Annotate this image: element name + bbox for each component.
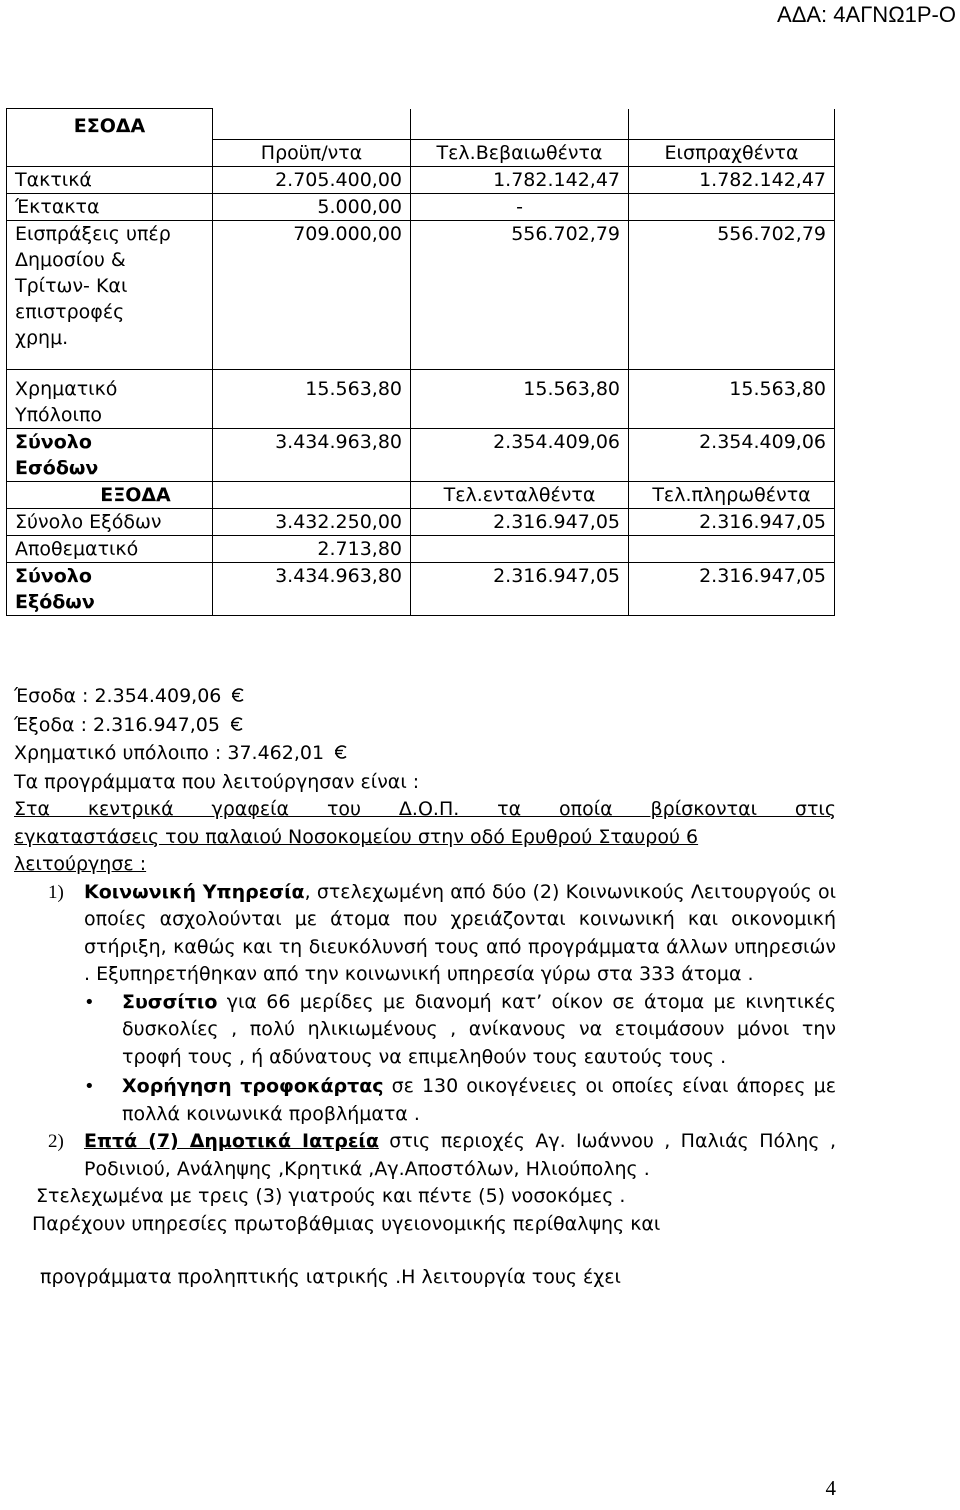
cell-value: 15.563,80 [411,369,629,428]
summary-line: Χρηματικό υπόλοιπο : 37.462,01 [14,739,419,768]
summary-line: Τα προγράμματα που λειτούργησαν είναι : [14,770,420,793]
item-title: Συσσίτιο [122,990,218,1013]
table-row [7,481,835,508]
esoda-title: ΕΣΟΔΑ [7,109,213,140]
cell-value [629,193,835,220]
page-number: 4 [825,1476,836,1500]
cell-value: 556.702,79 [411,220,629,369]
bullet-icon: • [84,1076,95,1097]
row-label: Εισπράξεις υπέρ Δημοσίου & Τρίτων- Και επιστροφές χρημ. [7,220,213,369]
cell-value [629,535,835,562]
table-row [7,109,835,140]
summary-block [14,682,419,796]
services-line: Παρέχουν υπηρεσίες πρωτοβάθμιας υγειονομικής περίθαλψης και [32,1212,661,1235]
col-header: Εισπραχθέντα [629,139,835,166]
cell-value: 2.316.947,05 [411,562,629,615]
item-title: Χορήγηση τροφοκάρτας [122,1075,384,1097]
list-item: 2) Επτά (7) Δημοτικά Ιατρεία στις περιοχές Αγ. Ιωάννου , Παλιάς Πόλης , Ροδινιού, Ανάληψης ,Κρητικά ,Αγ.Αποστόλων, Ηλιούπολης . [14,1128,836,1183]
ada-code: ΑΔΑ: 4ΑΓΝΩ1Ρ-Ο [777,2,956,27]
cell-value: 3.432.250,00 [213,508,411,535]
cell-value: 2.316.947,05 [411,508,629,535]
item-number: 2) [48,1131,64,1152]
summary-line: Έξοδα : 2.316.947,05 [14,711,419,740]
cell-value: 2.316.947,05 [629,562,835,615]
cell-value: 2.354.409,06 [629,428,835,481]
row-label: Σύνολο Εξόδων [7,508,213,535]
col-header: Τελ.πληρωθέντα [629,481,835,508]
cell-value: 709.000,00 [213,220,411,369]
table-row [7,562,835,615]
table-row [7,139,835,166]
cell-value: 3.434.963,80 [213,428,411,481]
cell-value: 15.563,80 [213,369,411,428]
table-row [7,193,835,220]
list-item: • Συσσίτιο για 66 μερίδες με διανομή κατ’ οίκον σε άτομα με κινητικές δυσκολίες , πολύ ηλικιωμένους , ανίκανους να ετοιμάσουν μόνοι την τροφή τους , ή αδύνατους να επιμεληθούν τους εαυτούς τους . [84,989,836,1072]
cell-value: - [411,193,629,220]
cell-value: 2.705.400,00 [213,166,411,193]
cell-value: 2.354.409,06 [411,428,629,481]
intro-line: εγκαταστάσεις του παλαιού Νοσοκομείου στην οδό Ερυθρού Σταυρού 6 [14,825,699,848]
cell-value: 1.782.142,47 [411,166,629,193]
row-label: Έκτακτα [7,193,213,220]
euro-icon [231,687,245,703]
table-row [7,535,835,562]
table-row [7,428,835,481]
cell-value: 556.702,79 [629,220,835,369]
bullet-icon: • [84,991,95,1013]
budget-table [6,108,835,616]
euro-icon [334,744,348,760]
row-label: Σύνολο Εσόδων [7,428,213,481]
table-row [7,166,835,193]
cell-value [411,535,629,562]
staff-line: Στελεχωμένα με τρεις (3) γιατρούς και πέντε (5) νοσοκόμες . [36,1185,626,1207]
item-title: Κοινωνική Υπηρεσία [84,880,305,903]
list-item: 1) Κοινωνική Υπηρεσία, στελεχωμένη από δύο (2) Κοινωνικούς Λειτουργούς οι οποίες ασχολούνται με άτομα που χρειάζονται κοινωνική και οικονομική στήριξη, καθώς και τη διευκόλυνσή τους από προγράμματα άλλων υπηρεσιών . Εξυπηρετήθηκαν από την κοινωνική υπηρεσία γύρω στα 333 άτομα . [14,879,836,989]
row-label: Αποθεματικό [7,535,213,562]
table-row [7,220,835,369]
row-label: Τακτικά [7,166,213,193]
table-row [7,369,835,428]
intro-line: λειτούργησε : [14,853,147,875]
table-row [7,508,835,535]
euro-icon [230,716,244,732]
cell-value: 15.563,80 [629,369,835,428]
programs-line: προγράμματα προληπτικής ιατρικής .Η λειτουργία τους έχει [40,1266,621,1288]
cell-value: 3.434.963,80 [213,562,411,615]
list-item: • Χορήγηση τροφοκάρτας σε 130 οικογένειες οι οποίες είναι άπορες με πολλά κοινωνικά προβλήματα . [84,1073,836,1128]
col-header: Τελ.Βεβαιωθέντα [411,139,629,166]
cell-value: 2.713,80 [213,535,411,562]
body-text [14,796,836,1292]
item-number: 1) [48,881,64,903]
exoda-title: ΕΞΟΔΑ [7,481,213,508]
col-header: Προϋπ/ντα [213,139,411,166]
row-label: Σύνολο Εξόδων [7,562,213,615]
intro-line: Στα κεντρικά γραφεία του Δ.Ο.Π. τα οποία βρίσκονται στις [14,798,836,820]
row-label: Χρηματικό Υπόλοιπο [7,369,213,428]
summary-line: Έσοδα : 2.354.409,06 [14,682,419,711]
cell-value: 5.000,00 [213,193,411,220]
cell-value: 1.782.142,47 [629,166,835,193]
cell-value: 2.316.947,05 [629,508,835,535]
item-title: Επτά (7) Δημοτικά Ιατρεία [84,1130,379,1152]
col-header: Τελ.ενταλθέντα [411,481,629,508]
